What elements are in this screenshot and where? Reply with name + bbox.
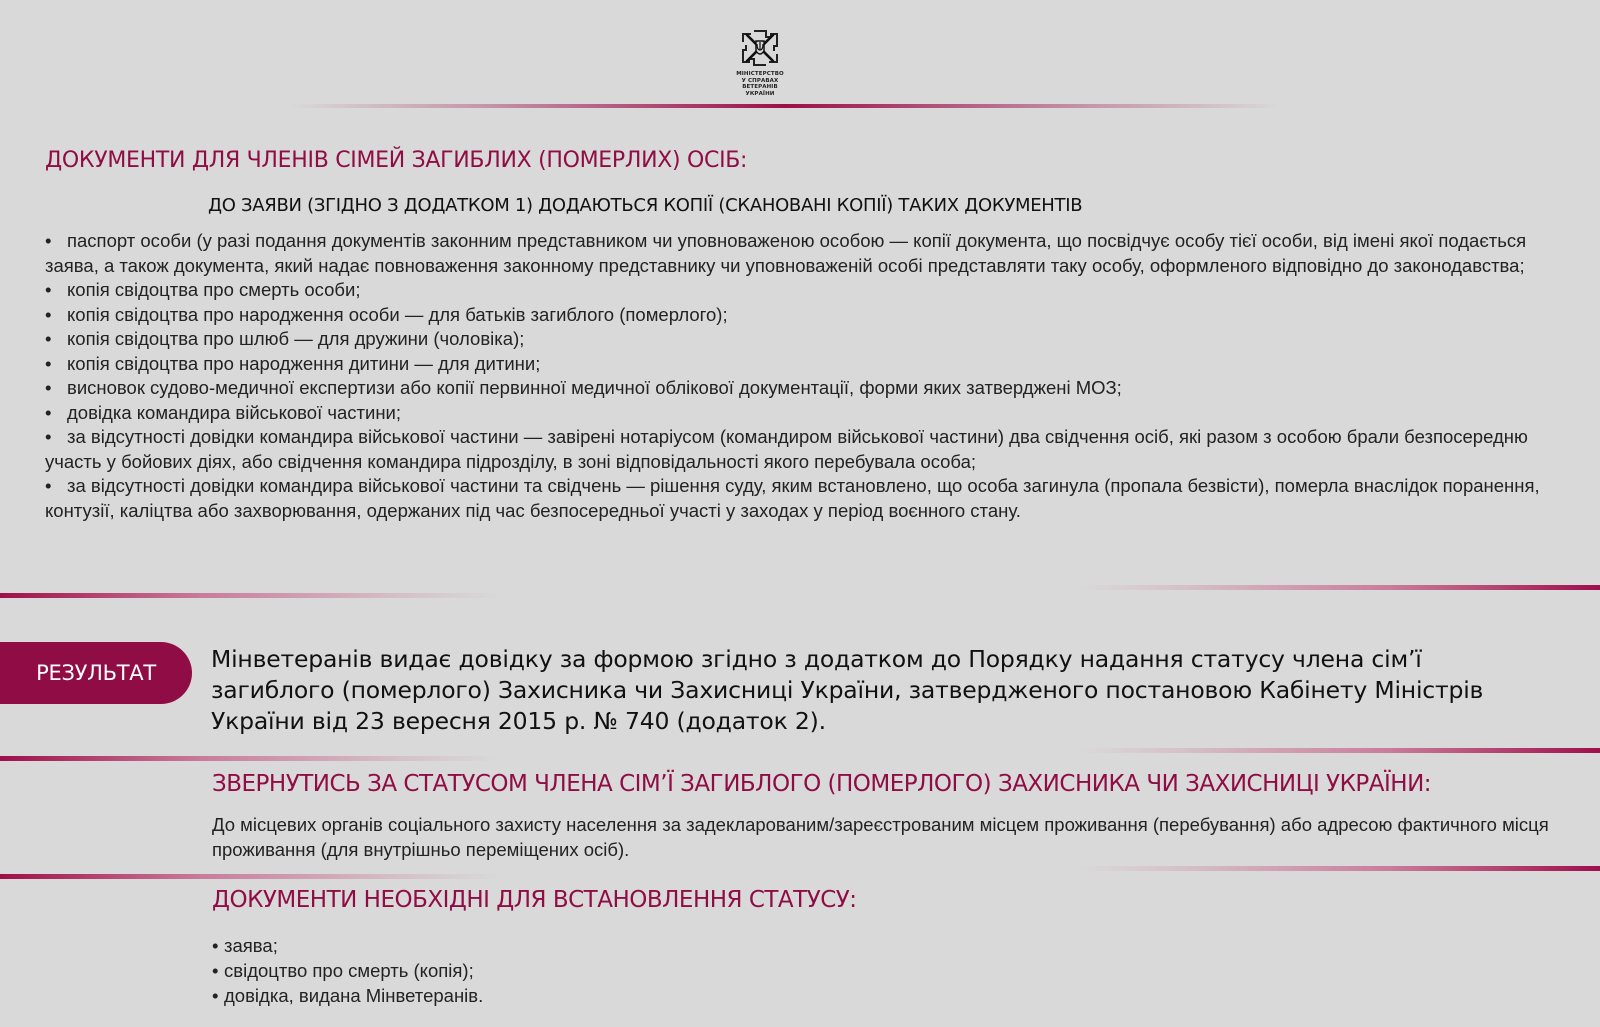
status-docs-list [212, 933, 483, 1008]
logo-text [728, 71, 792, 97]
list-item-text: свідоцтво про смерть (копія); [224, 960, 474, 981]
list-item-text: копія свідоцтва про шлюб — для дружини (чоловіка); [67, 328, 525, 349]
result-badge: РЕЗУЛЬТАТ [0, 642, 192, 704]
bullet-icon: • [45, 475, 52, 496]
divider-right [1080, 585, 1600, 590]
list-item-text: копія свідоцтва про смерть особи; [67, 279, 361, 300]
ministry-emblem-icon [740, 28, 780, 68]
list-item-text: висновок судово-медичної експертизи або копії первинної медичної облікової документації, форми яких затверджені МОЗ; [67, 377, 1122, 398]
list-item-text: копія свідоцтва про народження особи — для батьків загиблого (померлого); [67, 303, 728, 325]
list-item [45, 474, 1545, 523]
logo-line: ВЕТЕРАНІВ [742, 84, 778, 90]
result-text: Мінветеранів видає довідку за формою згідно з додатком до Порядку надання статусу члена сім’ї загиблого (померлого) Захисника чи Захисниці України, затвердженого постановою Кабінету Міністрів України від 23 вересня 2015 р. № 740 (додаток 2). [211, 645, 1484, 735]
apply-heading: ЗВЕРНУТИСЬ ЗА СТАТУСОМ ЧЛЕНА СІМ’Ї ЗАГИБЛОГО (ПОМЕРЛОГО) ЗАХИСНИКА ЧИ ЗАХИСНИЦІ УКРАЇНИ: [212, 771, 1432, 797]
status-docs-heading: ДОКУМЕНТИ НЕОБХІДНІ ДЛЯ ВСТАНОВЛЕННЯ СТАТУСУ: [212, 887, 857, 913]
list-item-text: заява; [224, 935, 278, 956]
list-item [212, 983, 483, 1008]
logo-line: У СПРАВАХ [741, 77, 779, 84]
divider-right [1080, 866, 1600, 871]
bullet-icon: • [45, 352, 52, 374]
divider-left [0, 756, 500, 761]
documents-subheading: ДО ЗАЯВИ (ЗГІДНО З ДОДАТКОМ 1) ДОДАЮТЬСЯ КОПІЇ (СКАНОВАНІ КОПІЇ) ТАКИХ ДОКУМЕНТІВ [208, 195, 1083, 216]
list-item [212, 958, 483, 983]
list-item [45, 229, 1545, 278]
list-item-text: за відсутності довідки командира військової частини — завірені нотаріусом (командиром військової частини) два свідчення осіб, які разом з особою брали безпосередню участь у бойових діях, або свідчення командира підрозділу, в зоні відповідальності якого перебувала особа; [45, 426, 1528, 472]
list-item [45, 401, 1545, 426]
list-item [45, 425, 1545, 474]
logo-line: МІНІСТЕРСТВО [736, 71, 784, 77]
bullet-icon: • [45, 426, 52, 447]
bullet-icon: • [212, 985, 219, 1006]
list-item [45, 376, 1545, 401]
logo-line: УКРАЇНИ [745, 90, 775, 97]
documents-list [45, 229, 1545, 523]
divider-left [0, 874, 500, 879]
list-item-text: за відсутності довідки командира військової частини та свідчень — рішення суду, яким встановлено, що особа загинула (пропала безвісти), померла внаслідок поранення, контузії, каліцтва або захворювання, одержаних під час безпосередньої участі у заходах у період воєнного стану. [45, 475, 1540, 521]
apply-text: До місцевих органів соціального захисту населення за задекларованим/зареєстрованим місцем проживання (перебування) або адресою фактичного місця проживання (для внутрішньо переміщених осіб). [212, 814, 1549, 860]
bullet-icon: • [212, 935, 219, 956]
bullet-icon: • [212, 960, 219, 981]
divider-left [0, 593, 500, 598]
list-item-text: паспорт особи (у разі подання документів законним представником чи уповноваженою особою — копії документа, що посвідчує особу тієї особи, від імені якої подається заява, а також документа, який надає повноваження законному представнику чи уповноваженій особі представляти таку особу, оформленого відповідно до законодавства; [45, 230, 1527, 276]
bullet-icon: • [45, 279, 52, 300]
bullet-icon: • [45, 377, 52, 398]
list-item-text: довідка, видана Мінветеранів. [224, 985, 484, 1006]
documents-heading: ДОКУМЕНТИ ДЛЯ ЧЛЕНІВ СІМЕЙ ЗАГИБЛИХ (ПОМЕРЛИХ) ОСІБ: [45, 148, 748, 173]
header-divider [290, 104, 1280, 108]
list-item [45, 278, 1545, 303]
bullet-icon: • [45, 303, 52, 325]
list-item-text: довідка командира військової частини; [67, 401, 402, 423]
ministry-logo [728, 28, 792, 97]
list-item [45, 303, 1545, 328]
bullet-icon: • [45, 328, 52, 349]
bullet-icon: • [45, 230, 52, 251]
list-item-text: копія свідоцтва про народження дитини — для дитини; [67, 352, 541, 374]
list-item [212, 933, 483, 958]
bullet-icon: • [45, 401, 52, 423]
list-item [45, 327, 1545, 352]
list-item [45, 352, 1545, 377]
divider-right [1080, 748, 1600, 753]
